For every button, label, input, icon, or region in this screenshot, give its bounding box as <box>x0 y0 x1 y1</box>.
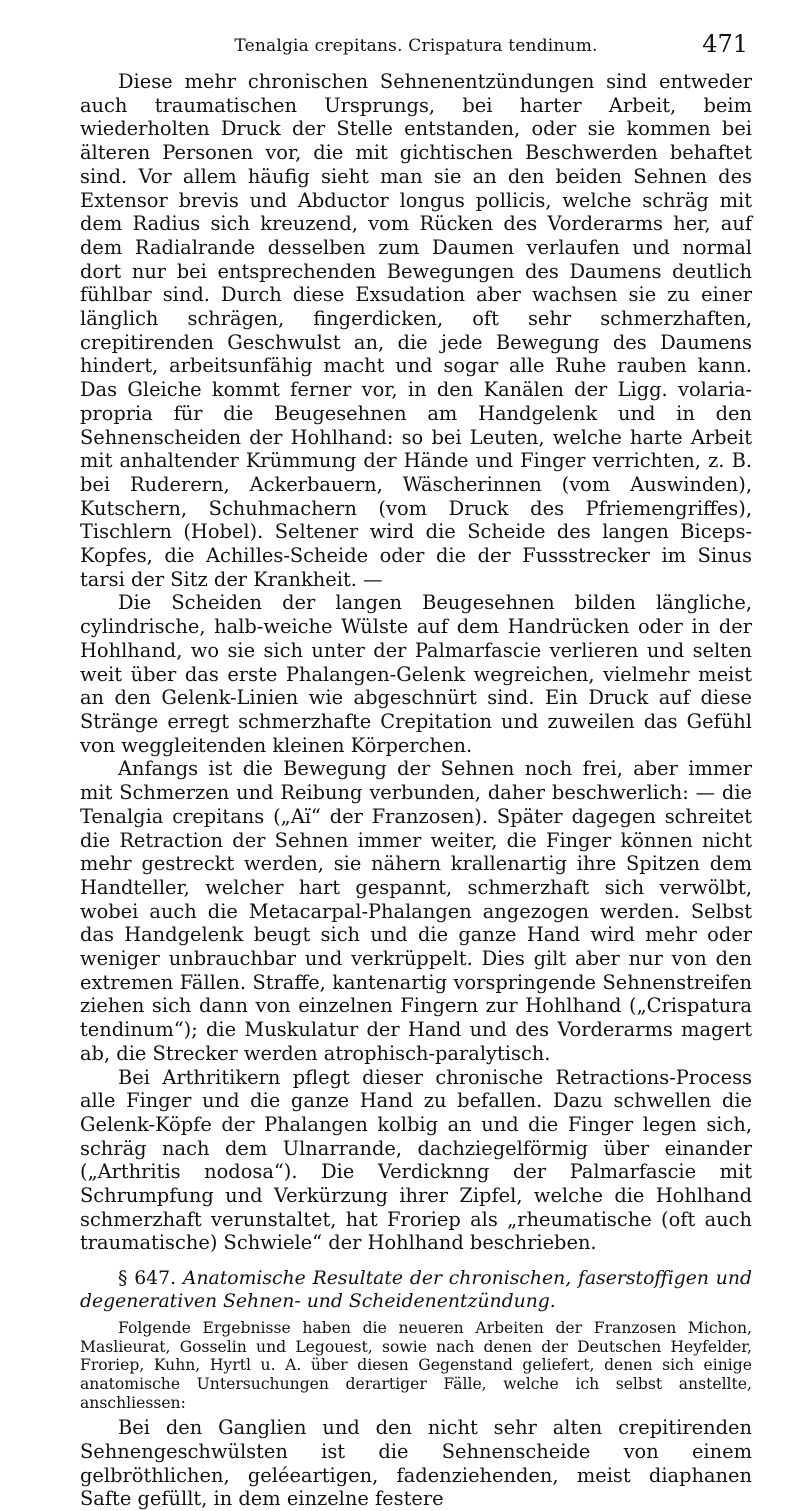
page-header <box>80 30 752 62</box>
paragraph-arthritis: Bei Arthritikern pflegt dieser chronische Retractions-Process alle Finger und die ganze Hand zu befallen. Dazu schwellen die Gelenk-Köpfe der Phalangen kolbig an und die Finger legen sich, schräg nach dem Ulnarrande, dachziegelförmig über einander („Arthritis nodosa“). Die Verdicknng der Palmarfascie mit Schrumpfung und Verkürzung ihrer Zipfel, welche die Hohlhand schmerzhaft verunstaltet, hat Froriep als „rheumatische (oft auch traumatische) Schwiele“ der Hohlhand beschrieben. <box>80 1065 752 1255</box>
page-number: 471 <box>702 30 748 58</box>
paragraph-tenalgia: Anfangs ist die Bewegung der Sehnen noch frei, aber immer mit Schmerzen und Reibung verbunden, daher beschwerlich: — die Tenalgia crepitans („Aï“ der Franzosen). Später dagegen schreitet die Retraction der Sehnen immer weiter, die Finger können nicht mehr gestreckt werden, sie nähern krallenartig ihre Spitzen dem Handteller, welcher hart gespannt, schmerzhaft sich verwölbt, wobei auch die Metacarpal-Phalangen angezogen werden. Selbst das Handgelenk beugt sich und die ganze Hand wird mehr oder weniger unbrauchbar und verkrüppelt. Dies gilt aber nur von den extremen Fällen. Straffe, kantenartig vorspringende Sehnenstreifen ziehen sich dann von einzelnen Fingern zur Hohlhand („Crispatura tendinum“); die Muskulatur der Hand und des Vorderarms magert ab, die Strecker werden atrophisch-paralytisch. <box>80 757 752 1065</box>
section-number: § 647. <box>118 1268 177 1290</box>
section-title: Anatomische Resultate der chronischen, faserstoffigen und degenerativen Sehnen- und Scheidenentzündung. <box>80 1268 752 1313</box>
paragraph-ganglia: Bei den Ganglien und den nicht sehr alten crepitirenden Sehnengeschwülsten ist die Sehnenscheide von einem gelbröthlichen, geléeartigen, fadenziehenden, meist diaphanen Safte gefüllt, in dem einzelne festere <box>80 1416 752 1511</box>
paragraph-sheaths: Die Scheiden der langen Beugesehnen bilden längliche, cylindrische, halb-weiche Wülste auf dem Handrücken oder in der Hohlhand, wo sie sich unter der Palmarfascie verlieren und selten weit über das erste Phalangen-Gelenk wegreichen, vielmehr meist an den Gelenk-Linien wie abgeschnürt sind. Ein Druck auf diese Stränge erregt schmerzhafte Crepitation und zuweilen das Gefühl von weggleitenden kleinen Körperchen. <box>80 591 752 757</box>
running-title: Tenalgia crepitans. Crispatura tendinum. <box>234 36 598 56</box>
footnote-sources: Folgende Ergebnisse haben die neueren Arbeiten der Franzosen Michon, Maslieurat, Gosselin und Legouest, sowie nach denen der Deutschen Heyfelder, Froriep, Kuhn, Hyrtl u. A. über diesen Gegenstand geliefert, denen sich einige anatomische Untersuchungen derartiger Fälle, welche ich selbst anstellte, anschliessen: <box>80 1319 752 1412</box>
paragraph-chronic-inflammation: Diese mehr chronischen Sehnenentzündungen sind entweder auch traumatischen Ursprungs, bei harter Arbeit, beim wiederholten Druck der Stelle entstanden, oder sie kommen bei älteren Personen vor, die mit gichtischen Beschwerden behaftet sind. Vor allem häufig sieht man sie an den beiden Sehnen des Extensor brevis und Abductor longus pollicis, welche schräg mit dem Radius sich kreuzend, vom Rücken des Vorderarms her, auf dem Radialrande desselben zum Daumen verlaufen und normal dort nur bei entsprechenden Bewegungen des Daumens deutlich fühlbar sind. Durch diese Exsudation aber wachsen sie zu einer länglich schrägen, fingerdicken, oft sehr schmerzhaften, crepitirenden Geschwulst an, die jede Bewegung des Daumens hindert, arbeitsunfähig macht und sogar alle Ruhe rauben kann. Das Gleiche kommt ferner vor, in den Kanälen der Ligg. volaria-propria für die Beugesehnen am Handgelenk und in den Sehnenscheiden der Hohlhand: so bei Leuten, welche harte Arbeit mit anhaltender Krümmung der Hände und Finger verrichten, z. B. bei Ruderern, Ackerbauern, Wäscherinnen (vom Auswinden), Kutschern, Schuhmachern (vom Druck des Pfriemengriffes), Tischlern (Hobel). Seltener wird die Scheide des langen Biceps-Kopfes, die Achilles-Scheide oder die der Fussstrecker im Sinus tarsi der Sitz der Krankheit. — <box>80 70 752 591</box>
page-body <box>80 70 752 1511</box>
section-heading <box>80 1267 752 1313</box>
